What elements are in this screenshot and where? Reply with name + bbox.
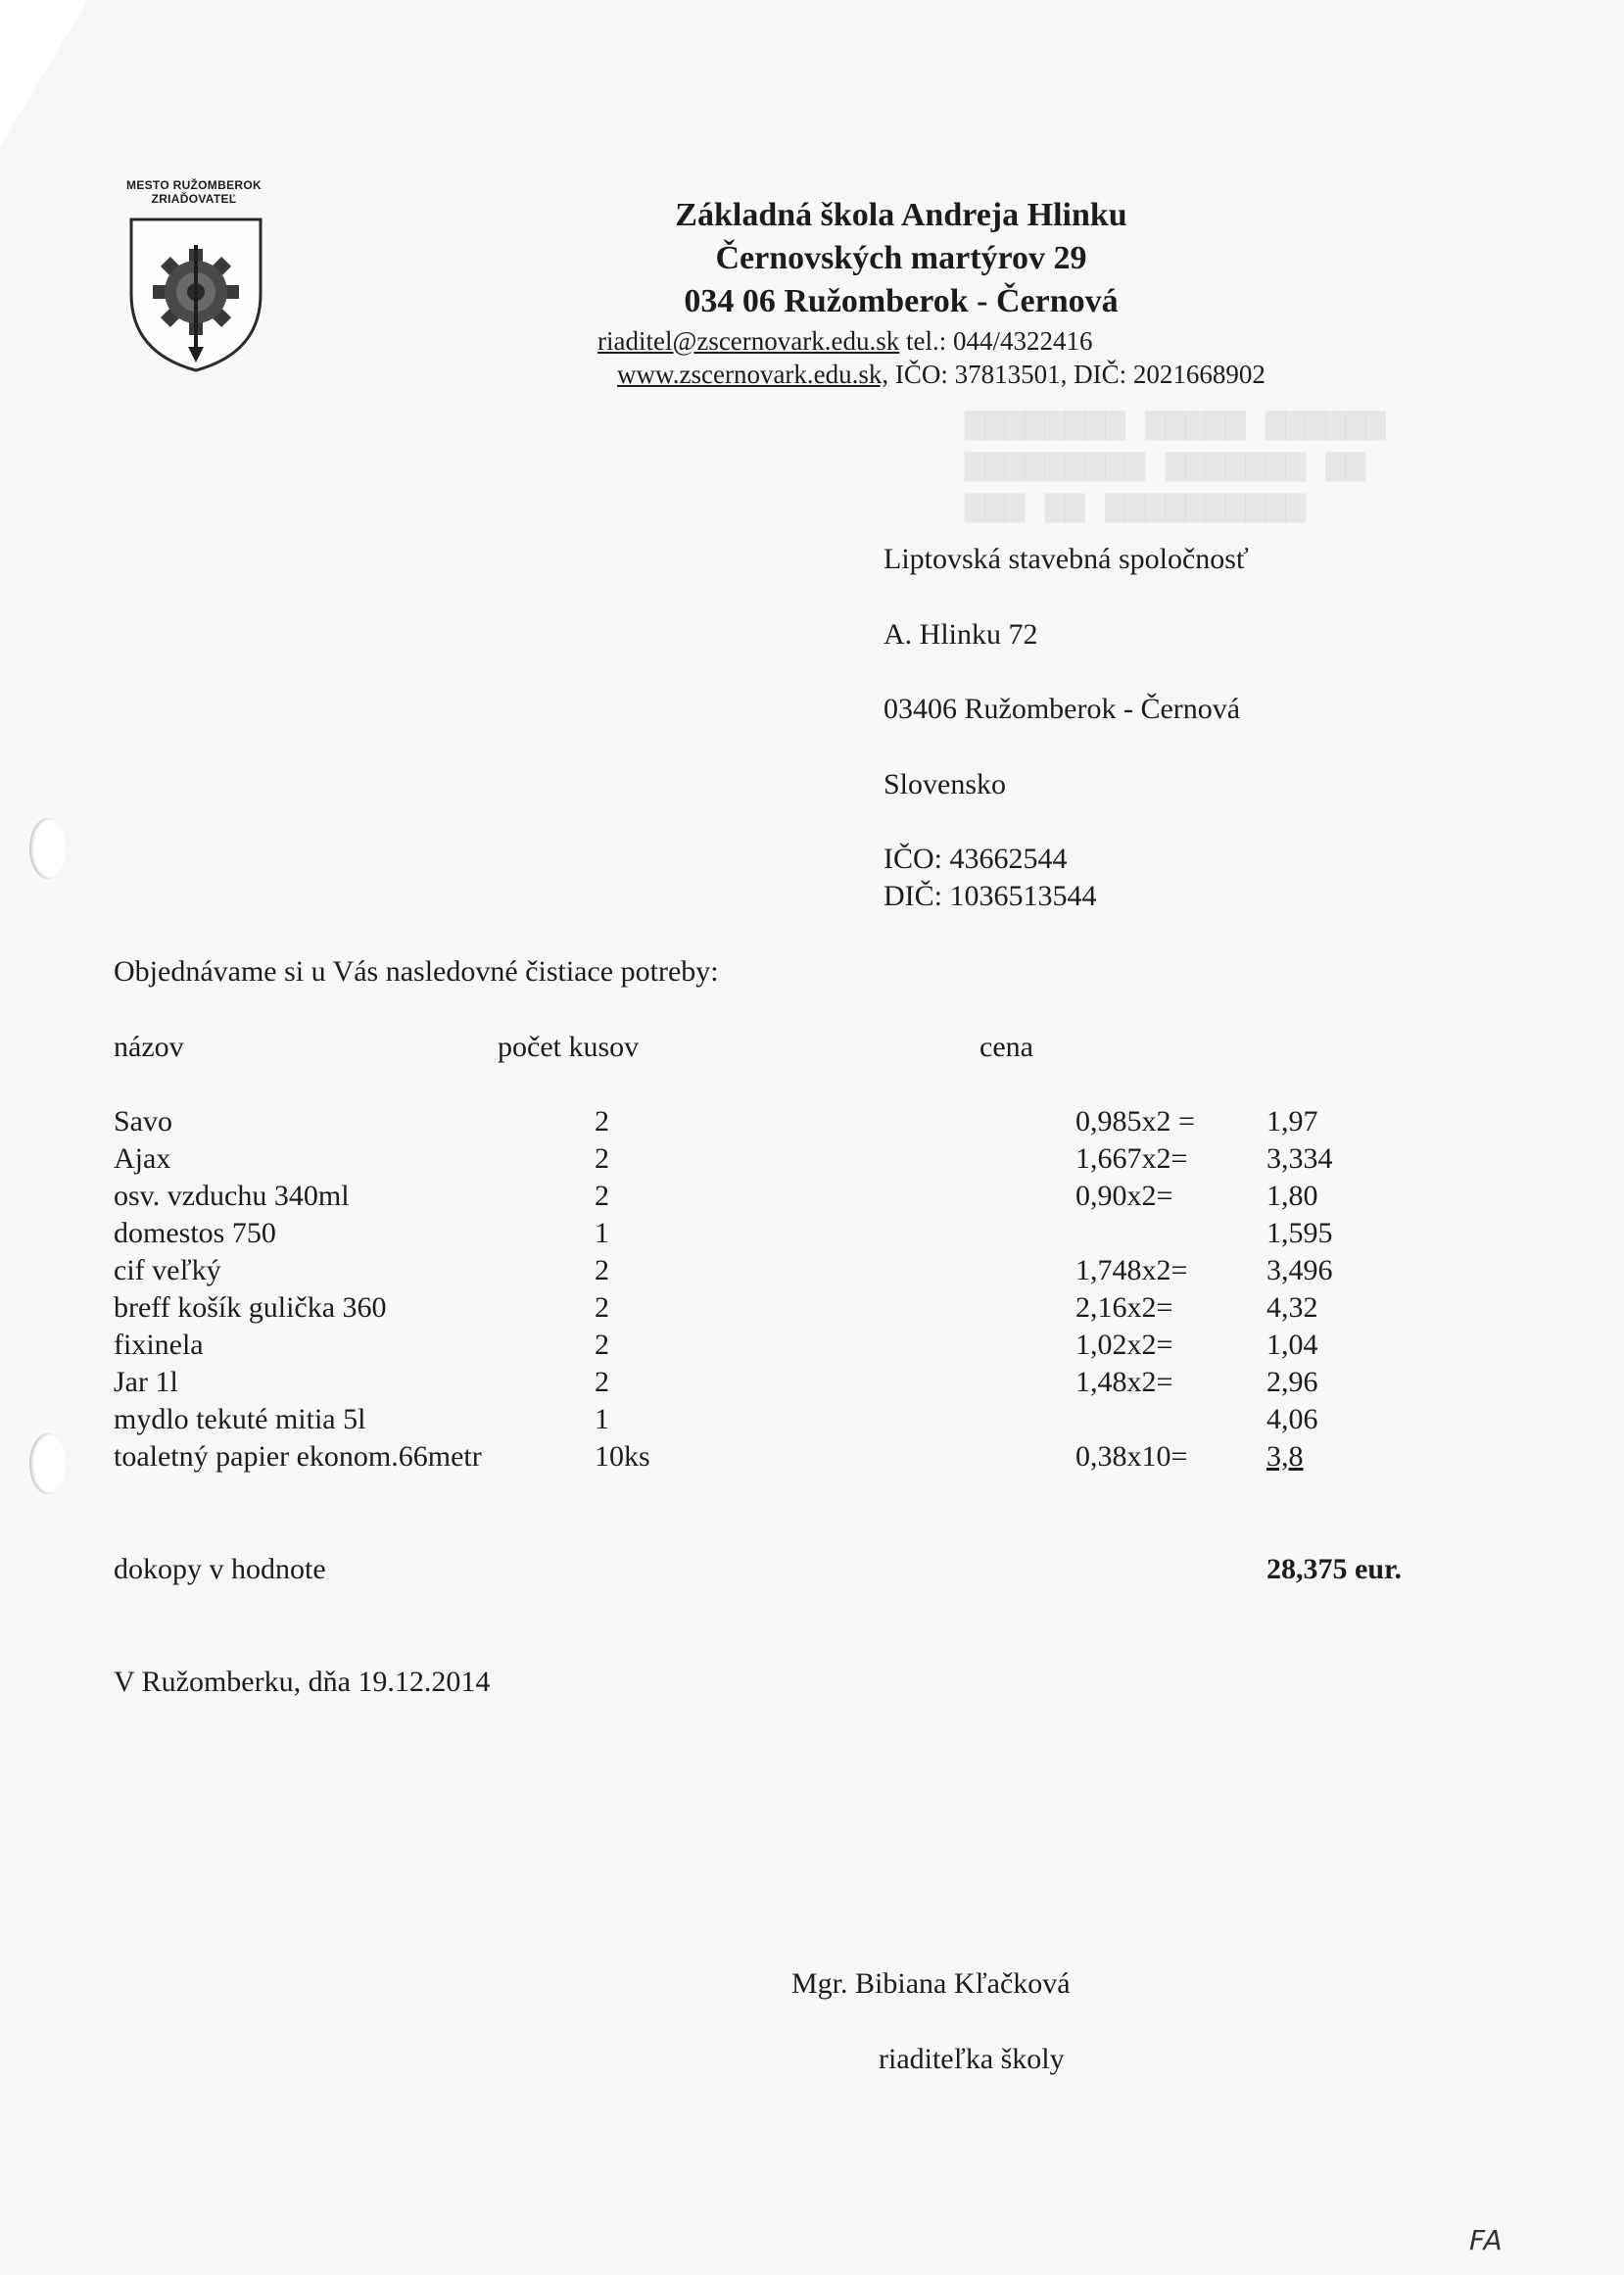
item-qty: 2 bbox=[595, 1105, 609, 1138]
item-name: breff košík gulička 360 bbox=[114, 1291, 387, 1324]
recipient-country: Slovensko bbox=[884, 768, 1007, 800]
contact-line-1 bbox=[597, 326, 1093, 357]
folded-corner bbox=[0, 0, 88, 147]
table-row bbox=[0, 1291, 1624, 1329]
item-calc: 2,16x2= bbox=[1075, 1291, 1173, 1324]
item-calc: 0,90x2= bbox=[1075, 1180, 1173, 1212]
item-name: Jar 1l bbox=[114, 1366, 178, 1398]
town-crest-icon bbox=[123, 210, 268, 376]
school-web-link[interactable]: www.zscernovark.edu.sk, bbox=[617, 360, 889, 389]
item-price: 4,06 bbox=[1266, 1403, 1318, 1435]
header-qty: počet kusov bbox=[498, 1031, 640, 1063]
table-row bbox=[0, 1366, 1624, 1403]
item-qty: 2 bbox=[595, 1291, 609, 1324]
item-price: 1,97 bbox=[1266, 1105, 1318, 1138]
item-name: toaletný papier ekonom.66metr bbox=[114, 1440, 482, 1473]
handwritten-initials: FA bbox=[1469, 2224, 1503, 2256]
show-through-text: ▆▆▆ ▆▆ ▆▆▆▆▆▆▆▆▆▆ bbox=[965, 484, 1306, 523]
signatory-name: Mgr. Bibiana Kľačková bbox=[791, 1967, 1071, 2000]
items-table-header bbox=[0, 1031, 1624, 1068]
crest-label-line1: MESTO RUŽOMBEROK bbox=[126, 178, 262, 192]
punch-hole-top bbox=[29, 818, 67, 879]
item-name: Ajax bbox=[114, 1142, 171, 1175]
table-row bbox=[0, 1440, 1624, 1477]
item-calc: 1,748x2= bbox=[1075, 1254, 1188, 1286]
order-intro: Objednávame si u Vás nasledovné čistiace potreby: bbox=[114, 955, 719, 988]
recipient-street: A. Hlinku 72 bbox=[884, 618, 1038, 651]
item-qty: 2 bbox=[595, 1329, 609, 1361]
item-name: fixinela bbox=[114, 1329, 204, 1361]
header-price: cena bbox=[979, 1031, 1033, 1063]
school-city: 034 06 Ružomberok - Černová bbox=[684, 283, 1119, 319]
item-name: Savo bbox=[114, 1105, 172, 1138]
contact-line-2 bbox=[617, 360, 1266, 390]
show-through-text: ▆▆▆▆▆▆▆▆ ▆▆▆▆▆ ▆▆▆▆▆▆ bbox=[965, 402, 1386, 441]
item-price: 4,32 bbox=[1266, 1291, 1318, 1324]
item-price: 2,96 bbox=[1266, 1366, 1318, 1398]
show-through-text: ▆▆▆▆▆▆▆▆▆ ▆▆▆▆▆▆▆ ▆▆ bbox=[965, 443, 1366, 482]
school-street: Černovských martýrov 29 bbox=[715, 240, 1087, 276]
total-label: dokopy v hodnote bbox=[114, 1553, 326, 1585]
recipient-ico: IČO: 43662544 bbox=[884, 843, 1068, 875]
item-price: 3,496 bbox=[1266, 1254, 1333, 1286]
item-qty: 2 bbox=[595, 1366, 609, 1398]
item-price: 3,334 bbox=[1266, 1142, 1333, 1175]
crest-label bbox=[116, 178, 272, 206]
item-calc: 0,38x10= bbox=[1075, 1440, 1188, 1473]
school-email-link[interactable]: riaditel@zscernovark.edu.sk bbox=[597, 326, 900, 356]
recipient-name: Liptovská stavebná spoločnosť bbox=[884, 543, 1249, 575]
header-name: názov bbox=[114, 1031, 184, 1063]
item-qty: 2 bbox=[595, 1180, 609, 1212]
item-price: 1,04 bbox=[1266, 1329, 1318, 1361]
item-name: osv. vzduchu 340ml bbox=[114, 1180, 350, 1212]
item-price: 3,8 bbox=[1266, 1440, 1304, 1473]
signatory-title: riaditeľka školy bbox=[879, 2043, 1065, 2075]
item-name: domestos 750 bbox=[114, 1217, 276, 1249]
school-ids: IČO: 37813501, DIČ: 2021668902 bbox=[894, 360, 1266, 389]
total-value: 28,375 eur. bbox=[1266, 1553, 1403, 1585]
item-price: 1,80 bbox=[1266, 1180, 1318, 1212]
recipient-city: 03406 Ružomberok - Černová bbox=[884, 693, 1241, 725]
item-name: mydlo tekuté mitia 5l bbox=[114, 1403, 366, 1435]
item-qty: 2 bbox=[595, 1142, 609, 1175]
recipient-dic: DIČ: 1036513544 bbox=[884, 880, 1097, 912]
table-row bbox=[0, 1105, 1624, 1142]
item-price: 1,595 bbox=[1266, 1217, 1333, 1249]
item-qty: 1 bbox=[595, 1217, 609, 1249]
school-phone: tel.: 044/4322416 bbox=[906, 326, 1093, 356]
table-row bbox=[0, 1217, 1624, 1254]
table-row bbox=[0, 1142, 1624, 1180]
item-qty: 10ks bbox=[595, 1440, 650, 1473]
item-qty: 1 bbox=[595, 1403, 609, 1435]
table-row bbox=[0, 1254, 1624, 1291]
item-calc: 1,48x2= bbox=[1075, 1366, 1173, 1398]
crest-label-line2: ZRIAĎOVATEĽ bbox=[151, 192, 237, 206]
place-date: V Ružomberku, dňa 19.12.2014 bbox=[114, 1666, 491, 1698]
item-qty: 2 bbox=[595, 1254, 609, 1286]
table-row bbox=[0, 1329, 1624, 1366]
school-name: Základná škola Andreja Hlinku bbox=[675, 197, 1127, 233]
item-calc: 1,02x2= bbox=[1075, 1329, 1173, 1361]
table-row bbox=[0, 1180, 1624, 1217]
item-calc: 0,985x2 = bbox=[1075, 1105, 1195, 1138]
item-name: cif veľký bbox=[114, 1254, 221, 1286]
item-calc: 1,667x2= bbox=[1075, 1142, 1188, 1175]
table-row bbox=[0, 1403, 1624, 1440]
